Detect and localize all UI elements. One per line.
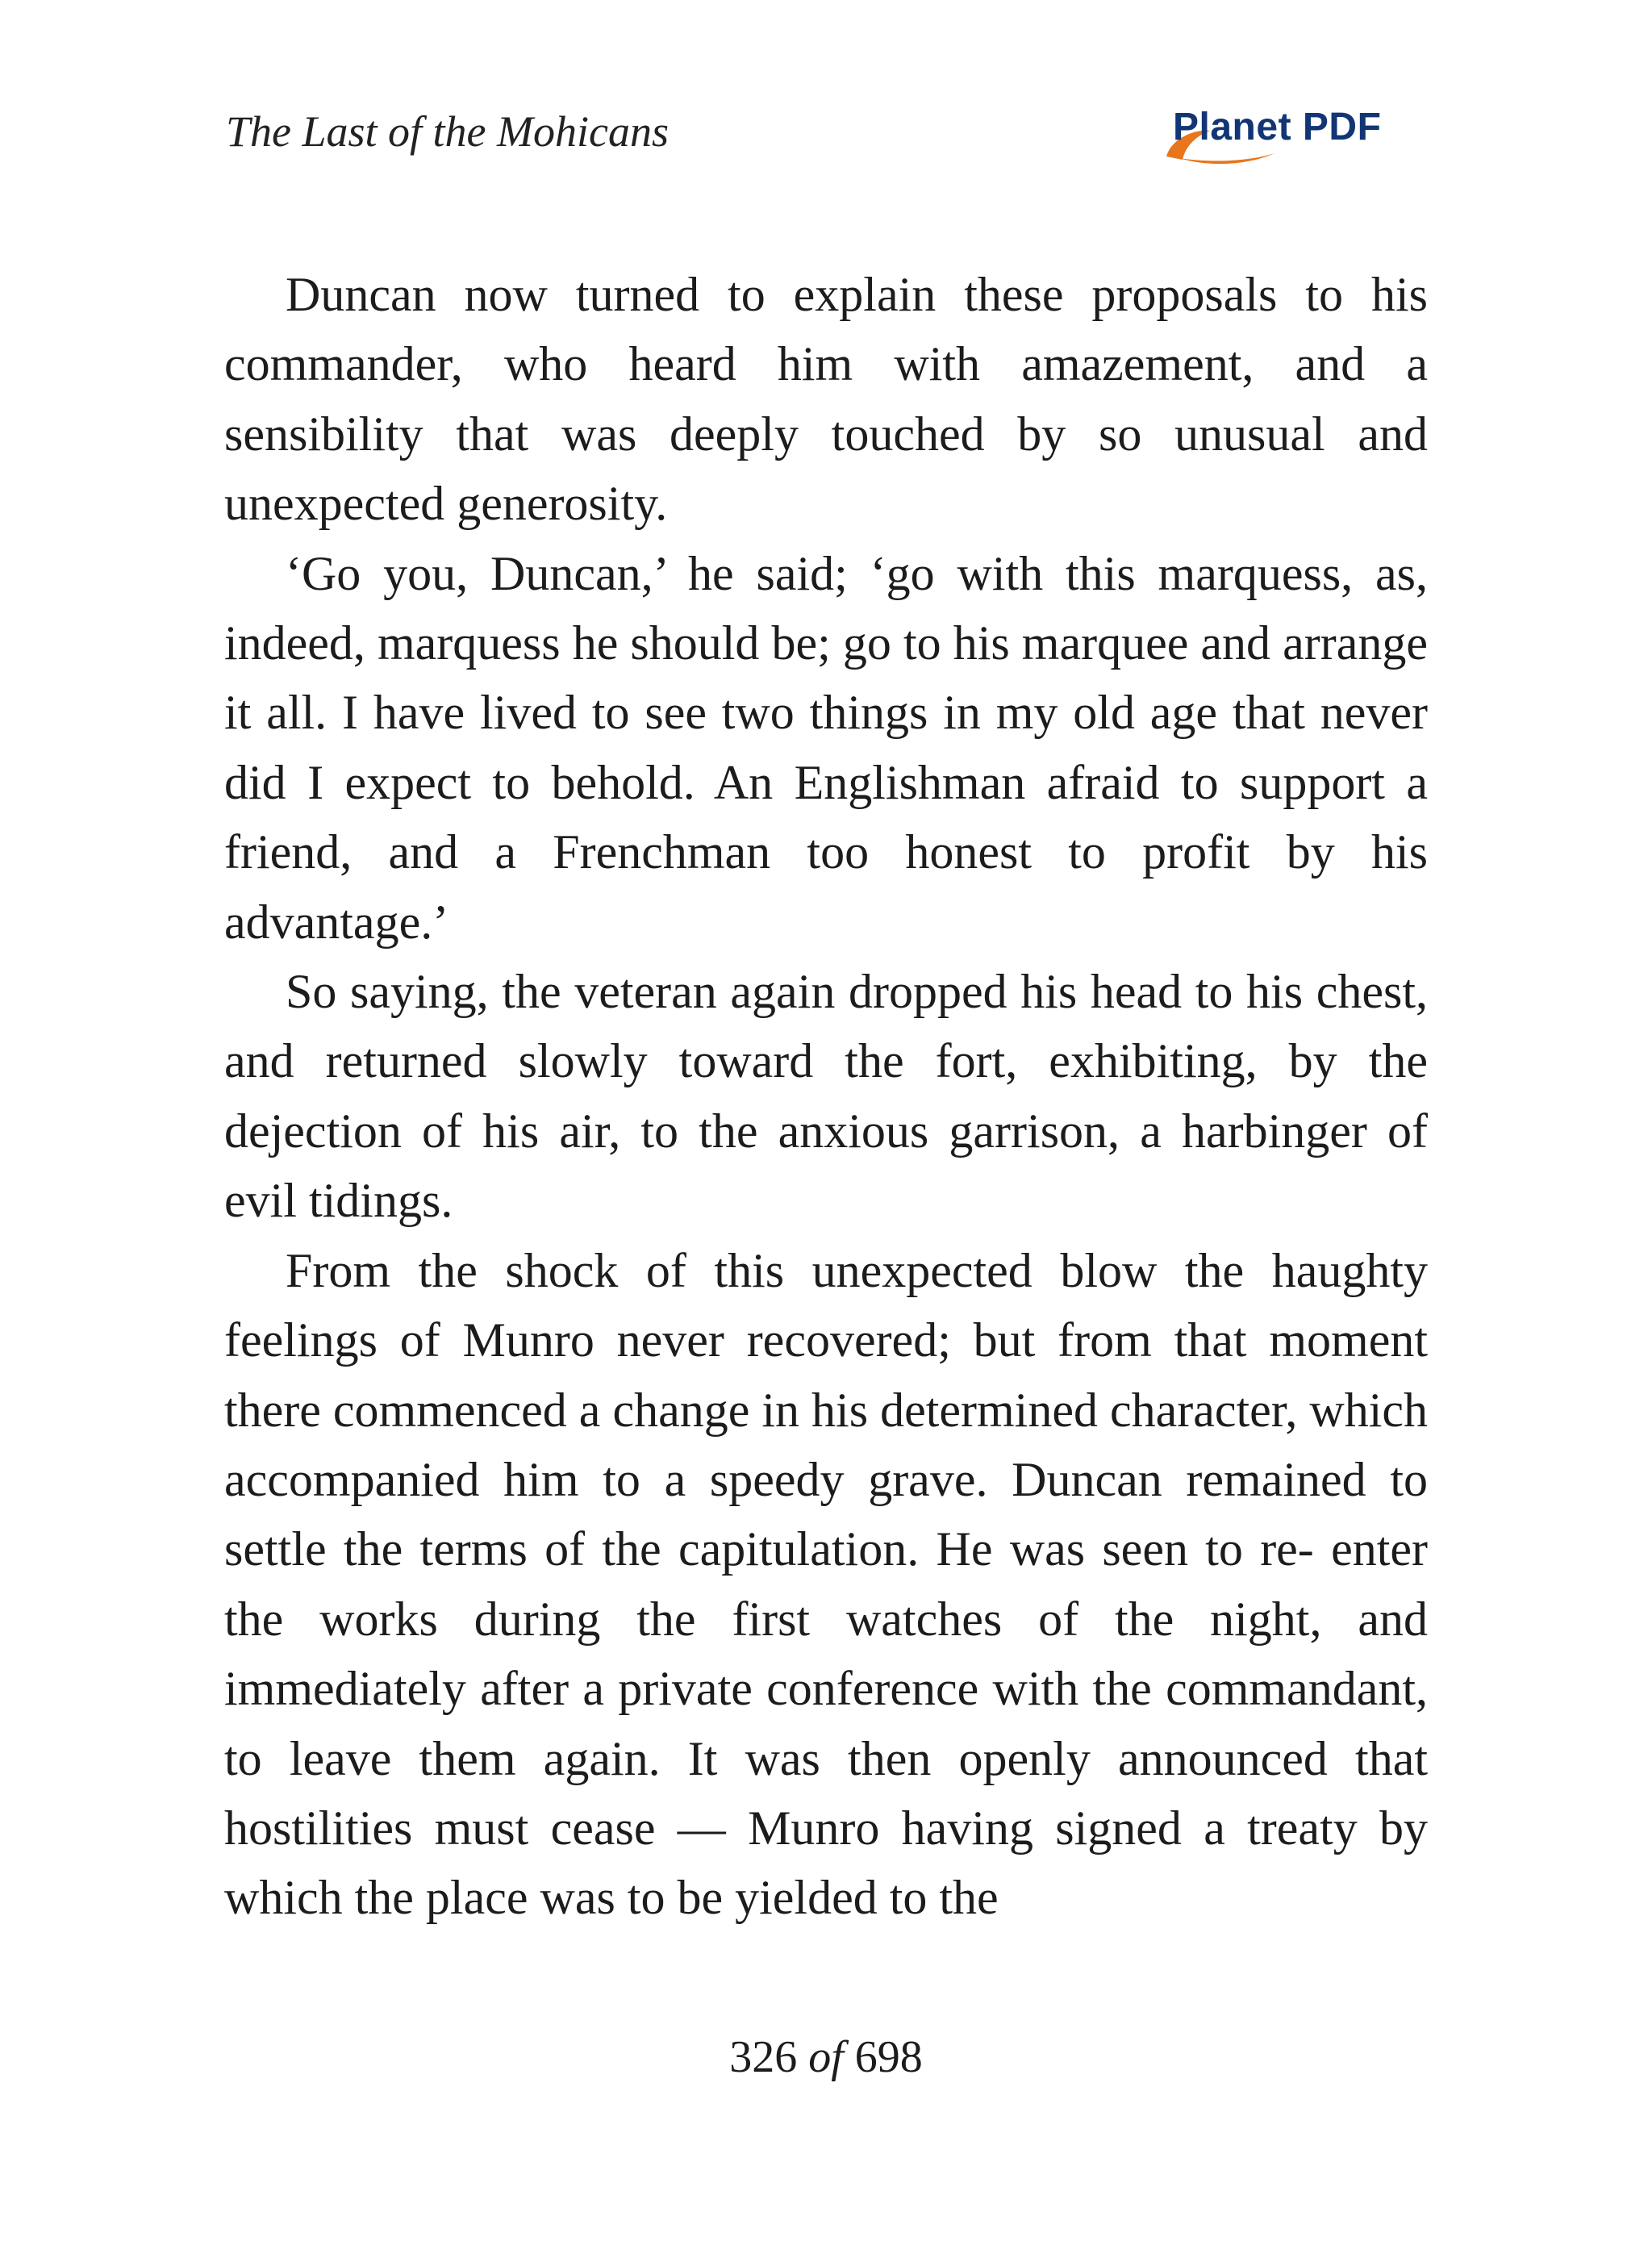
page-number-footer [0,2031,1652,2083]
paragraph: From the shock of this unexpected blow the haughty feelings of Munro never recovered; but from that moment there commenced a change in his determined character, which accompanied him to a speedy grave. Duncan remained to settle the terms of the capitulation. He was seen to re- enter the works during the first watches of the night, and immediately after a private conference with the commandant, to leave them again. It was then openly announced that hostilities must cease — Munro having signed a treaty by which the place was to be yielded to the [224,1243,1428,1925]
paragraph: So saying, the veteran again dropped his head to his chest, and returned slowly toward the fort, exhibiting, by the dejection of his air, to the anxious garrison, a harbinger of evil tidings. [224,965,1428,1228]
current-page-number: 326 [729,2032,798,2082]
of-word: of [808,2032,844,2082]
paragraph: Duncan now turned to explain these proposals to his commander, who heard him with amazement, and a sensibility that was deeply touched by so unusual and unexpected generosity. [224,268,1428,531]
body-text [224,260,1428,1933]
planet-pdf-logo[interactable] [1162,103,1428,168]
logo-text: Planet PDF [1173,106,1382,148]
paragraph: ‘Go you, Duncan,’ he said; ‘go with this marquess, as, indeed, marquess he should be; go to his marquee and arrange it all. I have lived to see two things in my old age that never did I expect to behold. An Englishman afraid to support a friend, and a Frenchman too honest to profit by his advantage.’ [224,546,1428,949]
total-pages: 698 [854,2032,923,2082]
running-header-title: The Last of the Mohicans [226,107,669,156]
